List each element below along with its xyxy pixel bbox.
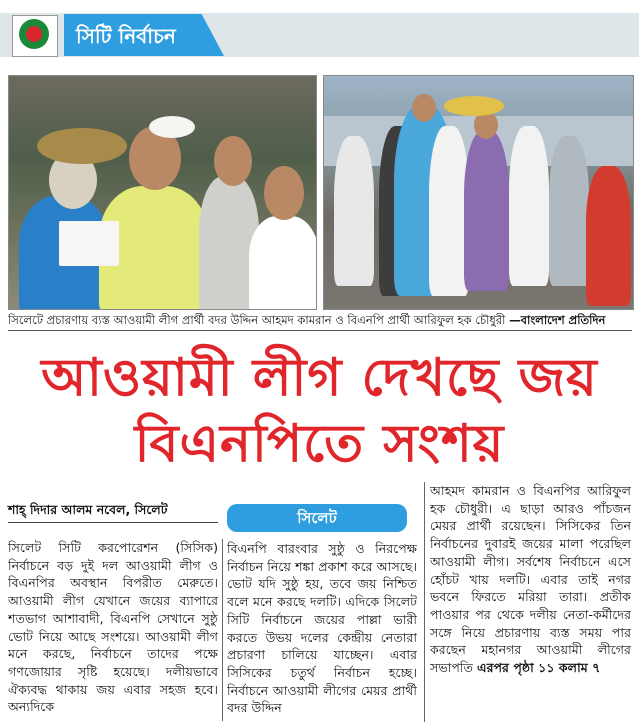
byline-divider [8, 522, 218, 523]
continued-reference: এরপর পৃষ্ঠা ১১ কলাম ৭ [476, 660, 601, 676]
headline-line-2: বিএনপিতে সংশয় [134, 414, 505, 474]
section-title: সিটি নির্বাচন [76, 24, 176, 48]
caption-divider [8, 330, 632, 331]
byline: শাহ্ দিদার আলম নবেল, সিলেট [8, 502, 168, 517]
campaign-photo-left [8, 75, 317, 310]
article-column-2: বিএনপি বারংবার সুষ্ঠু ও নিরপেক্ষ নির্বাচন নিয়ে শঙ্কা প্রকাশ করে আসছে। ভোট যদি সুষ্ঠু হয়, তবে জয় নিশ্চিত বলে মনে করছে দলটি। এদিকে সিলেট সিটি নির্বাচনে জয়ের পাল্লা ভারী করতে উভয় দলের কেন্দ্রীয় নেতারা প্রচারণা চালিয়ে যাচ্ছেন। এবার সিসিকের চতুর্থ নির্বাচন হচ্ছে। নির্বাচনে আওয়ামী লীগের মেয়র প্রার্থী বদর উদ্দিন [227, 541, 417, 716]
column-divider [222, 539, 223, 721]
column-divider [424, 482, 425, 722]
headline-line-1: আওয়ামী লীগ দেখছে জয় [41, 348, 598, 408]
article-column-3 [430, 482, 631, 722]
photo-caption [8, 312, 632, 331]
newspaper-logo [12, 15, 58, 57]
article-column-1: সিলেট সিটি করপোরেশন (সিসিক) নির্বাচনে বড় দুই দল আওয়ামী লীগ ও বিএনপির অবস্থান বিপরীত মেরুতে। আওয়ামী লীগ যেখানে জয়ের ব্যাপারে শতভাগ আশাবাদী, বিএনপি সেখানে সুষ্ঠু ভোট নিয়ে আছে সংশয়ে। আওয়ামী লীগ মনে করছে, নির্বাচনে তাদের পক্ষে গণজোয়ার সৃষ্টি হয়েছে। দলীয়ভাবে ঐক্যবদ্ধ থাকায় জয় এবার সহজ হবে। অন্যদিকে [8, 540, 218, 715]
logo-disc [26, 26, 42, 42]
campaign-photo-right [323, 75, 634, 310]
dateline-badge: সিলেট [227, 504, 407, 532]
article-column-3-text: আহমদ কামরান ও বিএনপির আরিফুল হক চৌধুরী। এ ছাড়া আরও পাঁচজন মেয়র প্রার্থী রয়েছেন। সিসিকের তিন নির্বাচনের দুবারই জয়ের মালা পরেছিল আওয়ামী লীগ। সর্বশেষ নির্বাচনে এসে হোঁচট খায় দলটি। এবার তাই নগর ভবনে ফিরতে মরিয়া তারা। প্রতীক পাওয়ার পর থেকে দলীয় নেতা-কর্মীদের সঙ্গে নিয়ে প্রচারণায় ব্যস্ত সময় পার করছেন মহানগর আওয়ামী লীগের সভাপতি [430, 483, 631, 676]
caption-text: সিলেটে প্রচারণায় ব্যস্ত আওয়ামী লীগ প্রার্থী বদর উদ্দিন আহমদ কামরান ও বিএনপি প্রার্থী আরিফুল হক চৌধুরী [8, 313, 506, 327]
caption-credit: —বাংলাদেশ প্রতিদিন [509, 313, 606, 327]
